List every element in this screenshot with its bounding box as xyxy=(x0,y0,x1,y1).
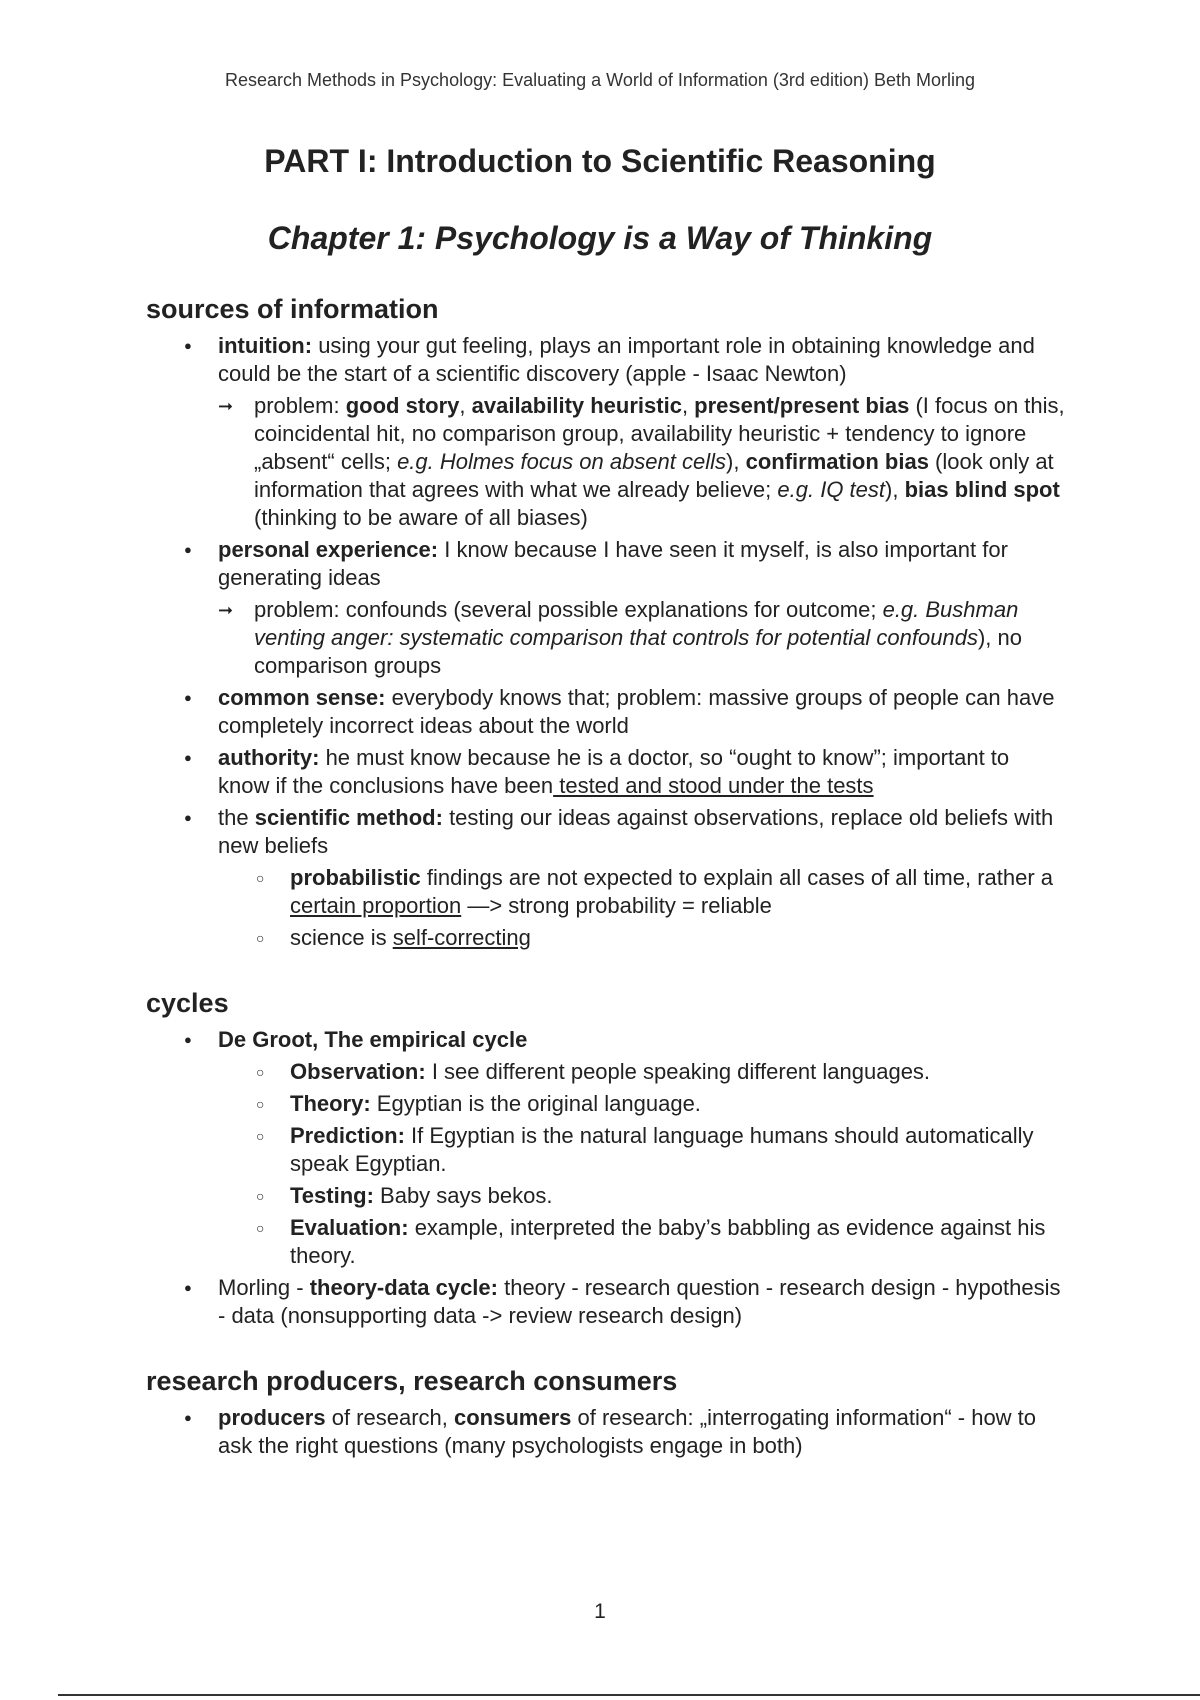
step-text: example, interpreted the baby’s babbling as evidence against his theory. xyxy=(290,1215,1046,1268)
underlined-text: certain proportion xyxy=(290,893,462,918)
list-item-cycle-step xyxy=(146,1122,1066,1178)
text-run: , xyxy=(459,393,472,418)
text-run: (thinking to be aware of all biases) xyxy=(254,505,588,530)
list-item-cycle-step xyxy=(146,1214,1066,1270)
list-item-producers-consumers xyxy=(146,1404,1066,1460)
item-prefix: the xyxy=(218,805,255,830)
bold-run: availability heuristic xyxy=(471,393,682,418)
list-item-personal-problem xyxy=(146,596,1066,680)
item-text: —> strong probability = reliable xyxy=(461,893,772,918)
step-text: Baby says bekos. xyxy=(373,1183,553,1208)
list-item-self-correcting xyxy=(146,924,1066,952)
term-label: probabilistic xyxy=(290,865,421,890)
part-title: PART I: Introduction to Scientific Reasoning xyxy=(264,143,936,179)
document-body xyxy=(146,292,1066,1464)
item-text: I know because I have seen it myself, is also important for generating ideas xyxy=(218,537,1008,590)
page-number: 1 xyxy=(594,1600,606,1623)
italic-run: e.g. IQ test xyxy=(777,477,886,502)
underlined-text: tested and stood under the tests xyxy=(553,773,874,798)
bold-run: consumers xyxy=(453,1405,572,1430)
step-label: Prediction: xyxy=(290,1123,405,1148)
underlined-text: self-correcting xyxy=(392,925,531,950)
italic-run: e.g. Holmes focus on absent cells xyxy=(397,449,727,474)
term-label: common sense: xyxy=(218,685,386,710)
text-run: ), xyxy=(726,449,746,474)
term-label: authority: xyxy=(218,745,320,770)
chapter-title: Chapter 1: Psychology is a Way of Thinking xyxy=(267,220,933,256)
step-label: Testing: xyxy=(290,1183,374,1208)
bold-run: bias blind spot xyxy=(904,477,1060,502)
cycles-list xyxy=(146,1026,1066,1330)
section-heading-cycles: cycles xyxy=(146,988,229,1018)
term-label: personal experience: xyxy=(218,537,439,562)
bold-run: present/present bias xyxy=(694,393,910,418)
section-heading-sources: sources of information xyxy=(146,294,439,324)
list-item-intuition-problem xyxy=(146,392,1066,532)
list-item-authority xyxy=(146,744,1066,800)
producers-list xyxy=(146,1404,1066,1460)
item-text: using your gut feeling, plays an important role in obtaining knowledge and could be the start of a scientific discovery (apple - Isaac Newton) xyxy=(218,333,1035,386)
item-prefix: Morling - xyxy=(218,1275,310,1300)
italic-run: e.g. Bushman venting anger: systematic comparison that controls for potential confounds xyxy=(254,597,1019,650)
text-run: problem: xyxy=(254,393,346,418)
list-item-de-groot: ● De Groot, The empirical cycle xyxy=(146,1026,1066,1054)
section-heading-producers: research producers, research consumers xyxy=(146,1366,678,1396)
text-run: problem: confounds (several possible explanations for outcome; xyxy=(254,597,883,622)
page-divider xyxy=(58,1694,1200,1696)
step-text: Egyptian is the original language. xyxy=(370,1091,701,1116)
term-label: intuition: xyxy=(218,333,313,358)
step-label: Theory: xyxy=(290,1091,371,1116)
text-run: (I focus on this, coincidental hit, no comparison group, availability heuristic + tendency to ignore „absent“ cells; xyxy=(254,393,1065,474)
item-text: he must know because he is a doctor, so “ought to know”; important to know if the conclusions have been xyxy=(218,745,1010,798)
item-text: testing our ideas against observations, replace old beliefs with new beliefs xyxy=(218,805,1054,858)
document-header: Research Methods in Psychology: Evaluating a World of Information (3rd edition) Beth Morling xyxy=(224,70,976,90)
term-label: scientific method: xyxy=(254,805,443,830)
item-text: science is xyxy=(290,925,393,950)
list-item-cycle-step xyxy=(146,1182,1066,1210)
text-run: of research: „interrogating information“ - how to ask the right questions (many psychologists engage in both) xyxy=(218,1405,1037,1458)
text-run: of research, xyxy=(325,1405,454,1430)
list-item-scientific-method xyxy=(146,804,1066,860)
sources-list xyxy=(146,332,1066,952)
text-run: (look only at information that agrees with what we already believe; xyxy=(254,449,1054,502)
term-label: theory-data cycle: xyxy=(309,1275,498,1300)
bold-run: producers xyxy=(218,1405,326,1430)
list-item-personal-experience xyxy=(146,536,1066,592)
list-item-cycle-step xyxy=(146,1090,1066,1118)
step-text: I see different people speaking different languages. xyxy=(425,1059,931,1084)
list-item-morling xyxy=(146,1274,1066,1330)
item-text: findings are not expected to explain all cases of all time, rather a xyxy=(420,865,1054,890)
list-item-common-sense xyxy=(146,684,1066,740)
text-run: ), xyxy=(885,477,905,502)
list-item-probabilistic xyxy=(146,864,1066,920)
list-item-intuition xyxy=(146,332,1066,388)
text-run: ), no comparison groups xyxy=(254,625,1022,678)
step-text: If Egyptian is the natural language humans should automatically speak Egyptian. xyxy=(290,1123,1034,1176)
list-item-cycle-step xyxy=(146,1058,1066,1086)
bold-run: good story xyxy=(345,393,460,418)
item-text: everybody knows that; problem: massive groups of people can have completely incorrect ideas about the world xyxy=(218,685,1055,738)
step-label: Evaluation: xyxy=(290,1215,409,1240)
item-text: theory - research question - research design - hypothesis - data (nonsupporting data -> review research design) xyxy=(218,1275,1061,1328)
step-label: Observation: xyxy=(290,1059,426,1084)
text-run: , xyxy=(681,393,695,418)
bold-run: confirmation bias xyxy=(745,449,929,474)
